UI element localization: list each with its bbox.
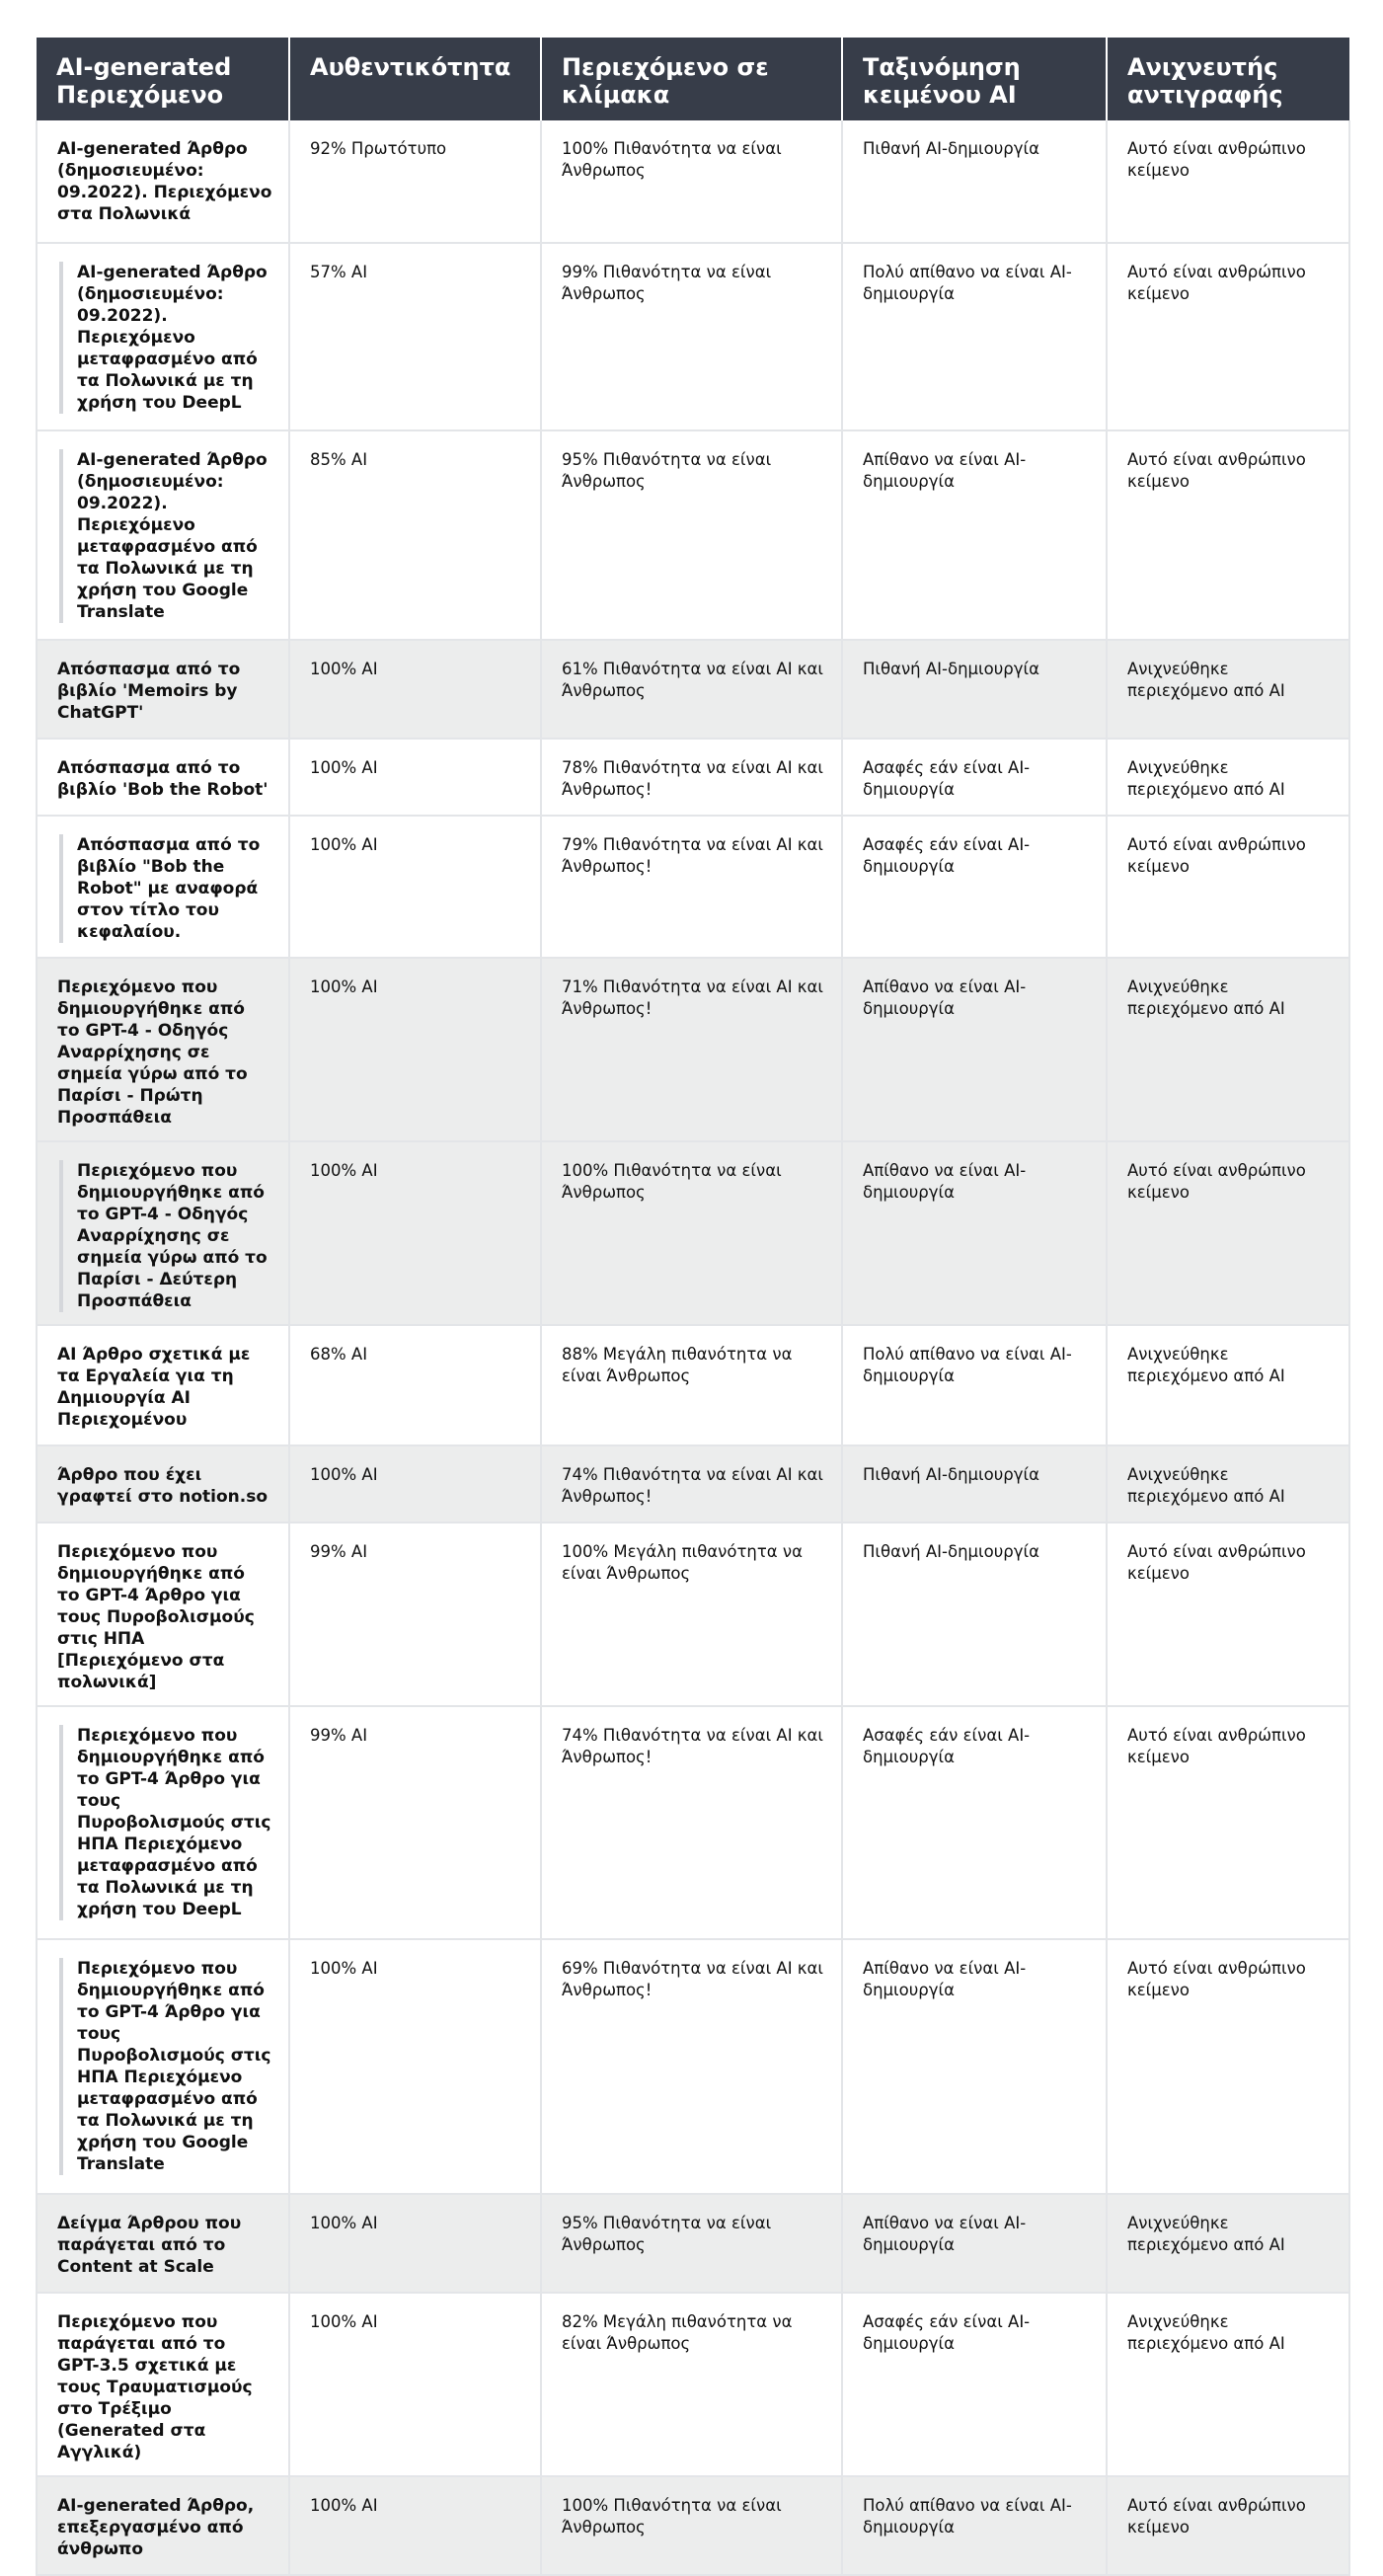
cell-content-at-scale: 95% Πιθανότητα να είναι Άνθρωπος: [541, 2194, 842, 2293]
cell-copy-detector: Αυτό είναι ανθρώπινο κείμενο: [1107, 120, 1349, 243]
cell-copy-detector: Αυτό είναι ανθρώπινο κείμενο: [1107, 430, 1349, 640]
cell-authenticity: 99% AI: [289, 1706, 541, 1939]
cell-content: AI Άρθρο σχετικά με τα Εργαλεία για τη Δημιουργία AI Περιεχομένου: [37, 1325, 289, 1445]
cell-ai-text-classifier: Απίθανο να είναι AI-δημιουργία: [842, 430, 1107, 640]
table-row: [37, 1325, 1349, 1445]
cell-content: Απόσπασμα από το βιβλίο 'Bob the Robot': [37, 739, 289, 816]
comparison-table-container: [36, 38, 1348, 2576]
cell-content-at-scale: 74% Πιθανότητα να είναι AI και Άνθρωπος!: [541, 1706, 842, 1939]
cell-content-at-scale: 61% Πιθανότητα να είναι AI και Άνθρωπος: [541, 640, 842, 739]
cell-ai-text-classifier: Απίθανο να είναι AI-δημιουργία: [842, 1939, 1107, 2194]
cell-copy-detector: Ανιχνεύθηκε περιεχόμενο από AI: [1107, 2293, 1349, 2476]
header-content-at-scale: Περιεχόμενο σε κλίμακα: [541, 38, 842, 120]
cell-copy-detector: Ανιχνεύθηκε περιεχόμενο από AI: [1107, 739, 1349, 816]
cell-content: [37, 430, 289, 640]
cell-content: [37, 1141, 289, 1325]
cell-content: Άρθρο που έχει γραφτεί στο notion.so: [37, 1445, 289, 1522]
cell-authenticity: 100% AI: [289, 816, 541, 958]
cell-authenticity: 100% AI: [289, 2293, 541, 2476]
cell-authenticity: 92% Πρωτότυπο: [289, 120, 541, 243]
table-row: [37, 243, 1349, 430]
table-row: [37, 1445, 1349, 1522]
indented-content: AI-generated Άρθρο (δημοσιευμένο: 09.2022). Περιεχόμενο μεταφρασμένο από τα Πολωνικά με τη χρήση του Google Translate: [59, 449, 272, 623]
cell-copy-detector: Ανιχνεύθηκε περιεχόμενο από AI: [1107, 1445, 1349, 1522]
table-row: [37, 958, 1349, 1141]
table-row: [37, 640, 1349, 739]
cell-authenticity: 68% AI: [289, 1325, 541, 1445]
cell-content-at-scale: 78% Πιθανότητα να είναι AI και Άνθρωπος!: [541, 739, 842, 816]
indented-content: Περιεχόμενο που δημιουργήθηκε από το GPT-4 - Οδηγός Αναρρίχησης σε σημεία γύρω από το Παρίσι - Δεύτερη Προσπάθεια: [59, 1160, 272, 1312]
cell-content: [37, 243, 289, 430]
cell-copy-detector: Αυτό είναι ανθρώπινο κείμενο: [1107, 1522, 1349, 1706]
cell-ai-text-classifier: Απίθανο να είναι AI-δημιουργία: [842, 1141, 1107, 1325]
cell-authenticity: 100% AI: [289, 958, 541, 1141]
cell-content-at-scale: 100% Πιθανότητα να είναι Άνθρωπος: [541, 2476, 842, 2575]
cell-content-at-scale: 100% Πιθανότητα να είναι Άνθρωπος: [541, 1141, 842, 1325]
cell-content: Περιεχόμενο που παράγεται από το GPT-3.5 σχετικά με τους Τραυματισμούς στο Τρέξιμο (Generated στα Αγγλικά): [37, 2293, 289, 2476]
table-row: [37, 1141, 1349, 1325]
cell-content: AI-generated Άρθρο, επεξεργασμένο από άνθρωπο: [37, 2476, 289, 2575]
cell-authenticity: 100% AI: [289, 2476, 541, 2575]
cell-content-at-scale: 82% Μεγάλη πιθανότητα να είναι Άνθρωπος: [541, 2293, 842, 2476]
cell-content-at-scale: 74% Πιθανότητα να είναι AI και Άνθρωπος!: [541, 1445, 842, 1522]
cell-ai-text-classifier: Απίθανο να είναι AI-δημιουργία: [842, 958, 1107, 1141]
cell-ai-text-classifier: Πιθανή AI-δημιουργία: [842, 1445, 1107, 1522]
table-row: [37, 430, 1349, 640]
cell-ai-text-classifier: Ασαφές εάν είναι AI-δημιουργία: [842, 739, 1107, 816]
cell-authenticity: 100% AI: [289, 2194, 541, 2293]
header-authenticity: Αυθεντικότητα: [289, 38, 541, 120]
cell-authenticity: 85% AI: [289, 430, 541, 640]
cell-content-at-scale: 79% Πιθανότητα να είναι AI και Άνθρωπος!: [541, 816, 842, 958]
cell-content: Απόσπασμα από το βιβλίο 'Memoirs by ChatGPT': [37, 640, 289, 739]
table-row: [37, 739, 1349, 816]
table-row: [37, 2293, 1349, 2476]
indented-content: Περιεχόμενο που δημιουργήθηκε από το GPT-4 Άρθρο για τους Πυροβολισμούς στις ΗΠΑ Περιεχόμενο μεταφρασμένο από τα Πολωνικά με τη χρήση του Google Translate: [59, 1958, 272, 2175]
indented-content: Περιεχόμενο που δημιουργήθηκε από το GPT-4 Άρθρο για τους Πυροβολισμούς στις ΗΠΑ Περιεχόμενο μεταφρασμένο από τα Πολωνικά με τη χρήση του DeepL: [59, 1725, 272, 1920]
ai-detection-comparison-table: [36, 38, 1350, 2576]
cell-copy-detector: Αυτό είναι ανθρώπινο κείμενο: [1107, 1706, 1349, 1939]
cell-content: [37, 1939, 289, 2194]
table-row: [37, 2194, 1349, 2293]
indented-content: Απόσπασμα από το βιβλίο "Bob the Robot" με αναφορά στον τίτλο του κεφαλαίου.: [59, 834, 272, 943]
cell-ai-text-classifier: Ασαφές εάν είναι AI-δημιουργία: [842, 2293, 1107, 2476]
table-row: [37, 1939, 1349, 2194]
cell-ai-text-classifier: Πολύ απίθανο να είναι AI-δημιουργία: [842, 243, 1107, 430]
cell-ai-text-classifier: Πολύ απίθανο να είναι AI-δημιουργία: [842, 1325, 1107, 1445]
header-copy-detector: Ανιχνευτής αντιγραφής: [1107, 38, 1349, 120]
cell-content-at-scale: 71% Πιθανότητα να είναι AI και Άνθρωπος!: [541, 958, 842, 1141]
indented-content: AI-generated Άρθρο (δημοσιευμένο: 09.2022). Περιεχόμενο μεταφρασμένο από τα Πολωνικά με τη χρήση του DeepL: [59, 262, 272, 414]
table-row: [37, 816, 1349, 958]
cell-ai-text-classifier: Πολύ απίθανο να είναι AI-δημιουργία: [842, 2476, 1107, 2575]
cell-ai-text-classifier: Ασαφές εάν είναι AI-δημιουργία: [842, 816, 1107, 958]
cell-authenticity: 100% AI: [289, 1141, 541, 1325]
cell-copy-detector: Αυτό είναι ανθρώπινο κείμενο: [1107, 1141, 1349, 1325]
cell-authenticity: 57% AI: [289, 243, 541, 430]
cell-ai-text-classifier: Πιθανή AI-δημιουργία: [842, 1522, 1107, 1706]
table-row: [37, 2476, 1349, 2575]
cell-content: Περιεχόμενο που δημιουργήθηκε από το GPT-4 Άρθρο για τους Πυροβολισμούς στις ΗΠΑ [Περιεχόμενο στα πολωνικά]: [37, 1522, 289, 1706]
cell-authenticity: 100% AI: [289, 739, 541, 816]
cell-authenticity: 99% AI: [289, 1522, 541, 1706]
cell-content: Περιεχόμενο που δημιουργήθηκε από το GPT-4 - Οδηγός Αναρρίχησης σε σημεία γύρω από το Παρίσι - Πρώτη Προσπάθεια: [37, 958, 289, 1141]
cell-ai-text-classifier: Πιθανή AI-δημιουργία: [842, 640, 1107, 739]
cell-content-at-scale: 95% Πιθανότητα να είναι Άνθρωπος: [541, 430, 842, 640]
table-row: [37, 1706, 1349, 1939]
cell-content-at-scale: 88% Μεγάλη πιθανότητα να είναι Άνθρωπος: [541, 1325, 842, 1445]
cell-content: Δείγμα Άρθρου που παράγεται από το Content at Scale: [37, 2194, 289, 2293]
cell-content: AI-generated Άρθρο (δημοσιευμένο: 09.2022). Περιεχόμενο στα Πολωνικά: [37, 120, 289, 243]
cell-ai-text-classifier: Ασαφές εάν είναι AI-δημιουργία: [842, 1706, 1107, 1939]
cell-copy-detector: Αυτό είναι ανθρώπινο κείμενο: [1107, 1939, 1349, 2194]
cell-copy-detector: Ανιχνεύθηκε περιεχόμενο από AI: [1107, 958, 1349, 1141]
cell-copy-detector: Αυτό είναι ανθρώπινο κείμενο: [1107, 816, 1349, 958]
table-row: [37, 120, 1349, 243]
cell-authenticity: 100% AI: [289, 640, 541, 739]
cell-ai-text-classifier: Πιθανή AI-δημιουργία: [842, 120, 1107, 243]
cell-authenticity: 100% AI: [289, 1939, 541, 2194]
table-header-row: [37, 38, 1349, 120]
cell-content: [37, 1706, 289, 1939]
header-ai-text-classifier: Ταξινόμηση κειμένου AI: [842, 38, 1107, 120]
cell-content-at-scale: 100% Πιθανότητα να είναι Άνθρωπος: [541, 120, 842, 243]
cell-content-at-scale: 69% Πιθανότητα να είναι AI και Άνθρωπος!: [541, 1939, 842, 2194]
cell-copy-detector: Ανιχνεύθηκε περιεχόμενο από AI: [1107, 2194, 1349, 2293]
table-row: [37, 1522, 1349, 1706]
cell-copy-detector: Αυτό είναι ανθρώπινο κείμενο: [1107, 243, 1349, 430]
cell-authenticity: 100% AI: [289, 1445, 541, 1522]
cell-copy-detector: Ανιχνεύθηκε περιεχόμενο από AI: [1107, 640, 1349, 739]
cell-content-at-scale: 99% Πιθανότητα να είναι Άνθρωπος: [541, 243, 842, 430]
cell-ai-text-classifier: Απίθανο να είναι AI-δημιουργία: [842, 2194, 1107, 2293]
cell-copy-detector: Αυτό είναι ανθρώπινο κείμενο: [1107, 2476, 1349, 2575]
cell-content-at-scale: 100% Μεγάλη πιθανότητα να είναι Άνθρωπος: [541, 1522, 842, 1706]
header-content: AI-generated Περιεχόμενο: [37, 38, 289, 120]
cell-copy-detector: Ανιχνεύθηκε περιεχόμενο από AI: [1107, 1325, 1349, 1445]
cell-content: [37, 816, 289, 958]
